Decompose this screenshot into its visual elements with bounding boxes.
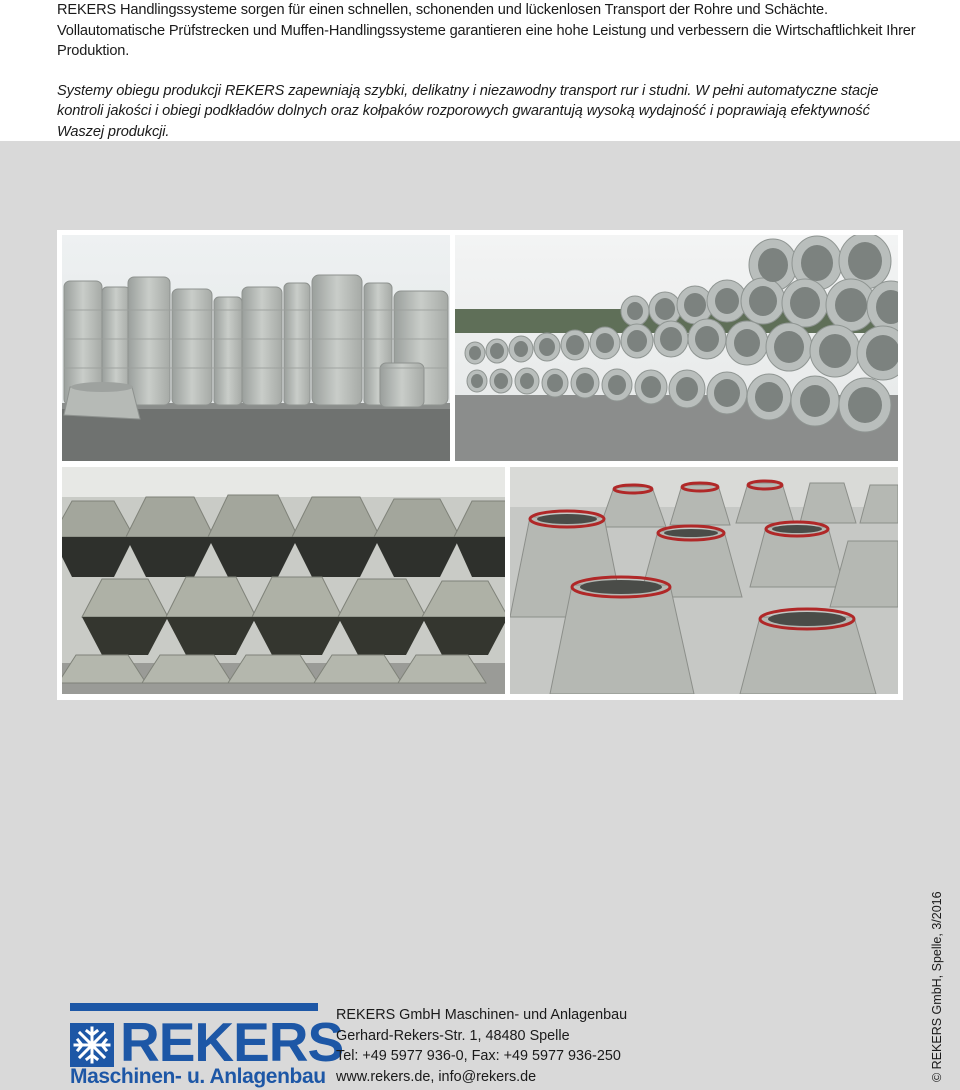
address-company: REKERS GmbH Maschinen- und Anlagenbau — [336, 1007, 628, 1023]
rekers-logo — [70, 1003, 344, 1088]
copyright-note: © REKERS GmbH, Spelle, 3/2016 — [930, 891, 944, 1082]
photo-concrete-pipes — [455, 235, 898, 461]
address-web: www.rekers.de, info@rekers.de — [336, 1068, 537, 1085]
address-street: Gerhard-Rekers-Str. 1, 48480 Spelle — [336, 1027, 570, 1044]
photo-collage — [57, 230, 903, 700]
photo-manhole-rings — [62, 235, 450, 461]
intro-polish: Systemy obiegu produkcji REKERS zapewniają szybki, delikatny i niezawodny transport rur i studni. W pełni automatyczne stacje kontroli jakości i obiegi podkładów dolnych oraz kołpaków rozporowych gwarantują wysoką wydajność i poprawiają efektywność Waszej produkcji. — [57, 82, 879, 140]
photo-conical-sections — [62, 467, 505, 694]
intro-text — [57, 0, 917, 142]
address-phone: Tel: +49 5977 936-0, Fax: +49 5977 936-250 — [336, 1048, 621, 1064]
intro-german: REKERS Handlingssysteme sorgen für einen schnellen, schonenden und lückenlosen Transport der Rohre und Schächte. Vollautomatische Prüfstrecken und Muffen-Handlingssysteme garantieren eine hohe Leistung und verbessern die Wirtschaftlichkeit Ihrer Produktion. — [57, 2, 916, 59]
logo-top-bar — [70, 1003, 318, 1011]
address-block — [336, 1005, 627, 1087]
snowflake-emblem-icon — [70, 1023, 114, 1067]
photo-conical-tops — [510, 467, 898, 694]
logo-subline: Maschinen- u. Anlagenbau — [70, 1065, 326, 1088]
logo-wordmark: REKERS — [120, 1011, 344, 1073]
